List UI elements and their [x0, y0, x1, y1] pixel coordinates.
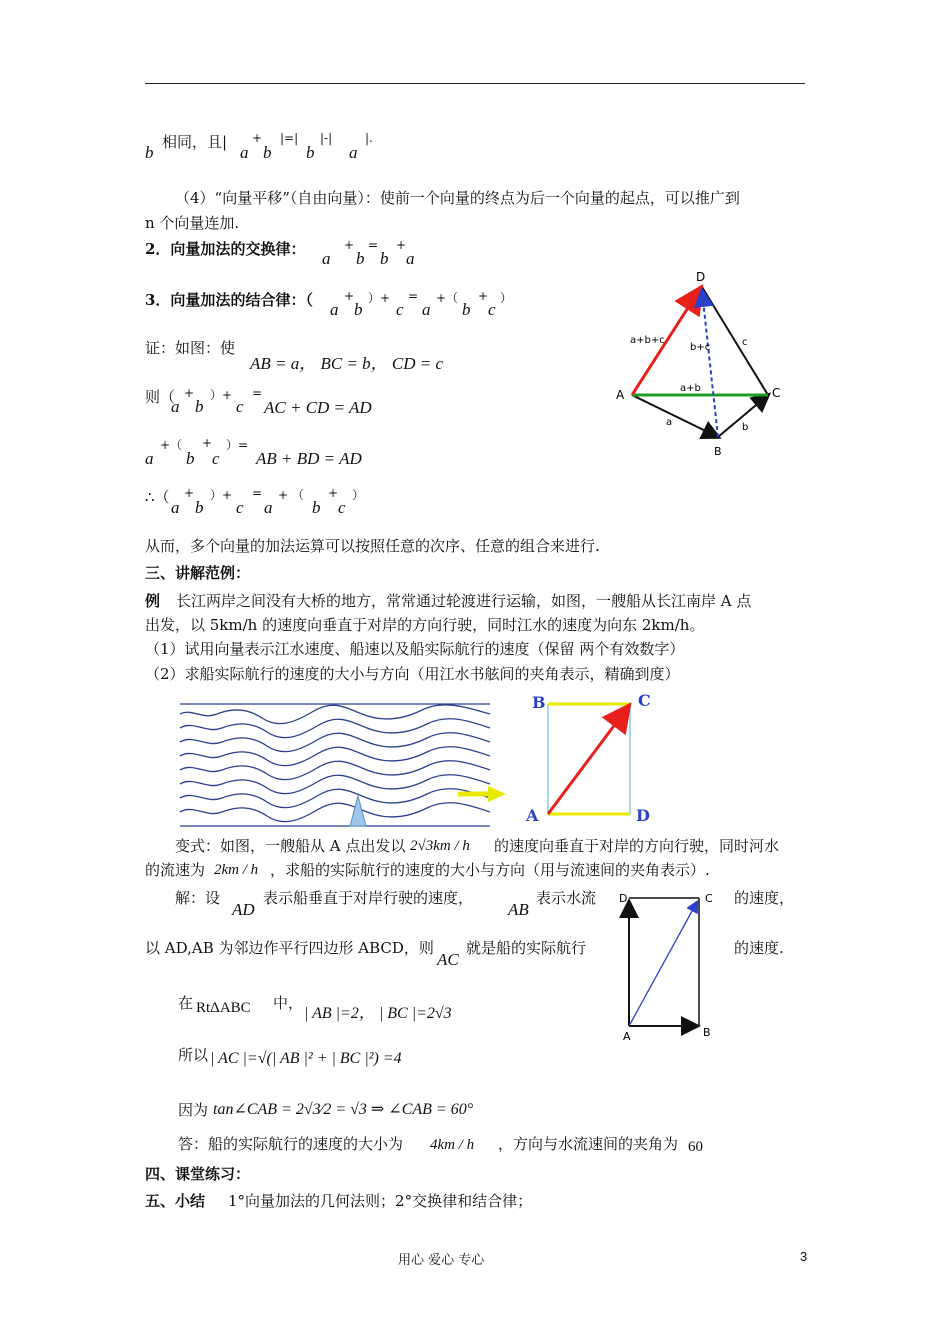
conclusion: 从而，多个向量的加法运算可以按照任意的次序、任意的组合来进行. [145, 537, 600, 555]
variant-line1b: 的速度向垂直于对岸的方向行驶，同时河水 [494, 837, 780, 855]
figure-rectangle [520, 688, 660, 828]
label-a-b-c: a+b+c [630, 335, 665, 346]
paren-plus: ）+ [210, 388, 233, 402]
vec-b: b [380, 249, 389, 268]
solution-f: 就是船的实际航行 [466, 939, 587, 957]
vec-c: c [488, 300, 496, 319]
vec-b: b [306, 143, 315, 162]
vec-a: a [330, 300, 339, 319]
vec-b: b [312, 498, 321, 517]
label-a: a [666, 417, 673, 428]
example-line2: 出发，以 5km/h 的速度向垂直于对岸的方向行驶，同时江水的速度为向东 2km/h。 [145, 616, 705, 634]
variant-line2a: 的流速为 [145, 861, 206, 879]
in-label: 在 [178, 994, 194, 1012]
label-D: D [619, 892, 628, 905]
eq-ac-cd: AC + CD = AD [264, 398, 372, 417]
flow-speed: 2km / h [214, 862, 259, 878]
in-mid: 中， [273, 994, 304, 1012]
section-5-heading: 五、小结 [145, 1192, 206, 1210]
vec-a: a [171, 397, 180, 416]
figure-parallelogram-abcd [615, 888, 725, 1043]
label-a-b: a+b [680, 383, 701, 394]
example-line1: 长江两岸之间没有大桥的地方，常常通过轮渡进行运输，如图，一艘船从长江南岸 A 点 [176, 592, 752, 610]
vec-AD: AD [232, 900, 255, 919]
label-c: c [742, 337, 748, 348]
vec-b: b [356, 249, 365, 268]
plus: + [328, 486, 339, 500]
solution-b: 表示船垂直于对岸行驶的速度， [263, 889, 474, 907]
answer-a: 答：船的实际航行的速度的大小为 [178, 1135, 404, 1153]
paren-plus: ）+ [210, 488, 233, 502]
vec-c: c [338, 498, 346, 517]
proof-intro: 证：如图：使 [145, 339, 236, 357]
vector-b-plus-c [702, 291, 718, 437]
plus: + [344, 238, 355, 252]
heading-commutative: 2．向量加法的交换律： [145, 240, 306, 258]
plus: + [344, 289, 355, 303]
ab-bc-values: | AB |=2， | BC |=2√3 [304, 1005, 452, 1022]
vec-c: c [236, 498, 244, 517]
eq-abs: |=| [280, 131, 299, 145]
para-4-line2: n 个向量连加. [145, 214, 240, 232]
vec-c: c [212, 449, 220, 468]
label-A: A [623, 1030, 631, 1043]
plus: + [252, 131, 263, 145]
so-label: 所以 [178, 1046, 209, 1064]
vec-b: b [145, 143, 154, 162]
water-flow-arrowhead [488, 786, 506, 802]
question-2: （2）求船实际航行的速度的大小与方向（用江水书舷间的夹角表示，精确到度） [145, 665, 680, 683]
solution-e: 以 AD,AB 为邻边作平行四边形 ABCD，则 [145, 939, 434, 957]
eq-ab-bd: AB + BD = AD [256, 449, 362, 468]
paren-plus: ）+ [368, 291, 391, 305]
plus: + [396, 238, 407, 252]
equals: = [368, 238, 379, 252]
solution-c: 表示水流 [536, 889, 597, 907]
label-B: B [714, 445, 722, 458]
answer-speed: 4km / h [430, 1137, 475, 1153]
close-paren: ） [352, 488, 365, 502]
footer-text: 用心 爱心 专心 [398, 1253, 485, 1268]
question-1: （1）试用向量表示江水速度、船速以及船实际航行的速度（保留 两个有效数字） [145, 640, 685, 658]
plus: + [202, 436, 213, 450]
therefore: ∴（ [145, 488, 170, 506]
vec-a: a [240, 143, 249, 162]
paren-eq: ）= [226, 438, 249, 452]
vec-c: c [236, 397, 244, 416]
variant-line2b: ，求船的实际航行的速度的大小与方向（用与流速间的夹角表示）. [270, 861, 710, 879]
vec-b: b [195, 498, 204, 517]
vec-b: b [354, 300, 363, 319]
plus-paren: +（ [436, 291, 459, 305]
ac-magnitude: | AC |=√(| AB |² + | BC |²) =4 [210, 1050, 402, 1067]
plus-paren: +（ [160, 438, 183, 452]
equals: = [252, 386, 263, 400]
minus-abs: |-| [320, 131, 333, 145]
page-number: 3 [800, 1249, 808, 1264]
vec-a: a [145, 449, 154, 468]
heading-associative: 3．向量加法的结合律：（ [145, 291, 313, 309]
then: 则（ [145, 388, 176, 406]
vector-AC [629, 902, 697, 1026]
vec-a: a [422, 300, 431, 319]
vec-a: a [406, 249, 415, 268]
label-C: C [772, 386, 781, 400]
label-A: A [526, 806, 539, 825]
summary: 1°向量加法的几何法则；2°交换律和结合律； [228, 1192, 533, 1210]
proof-eq: AB = a， BC = b， CD = c [250, 354, 444, 373]
solution-d: 的速度， [734, 889, 795, 907]
section-4-heading: 四、课堂练习： [145, 1165, 251, 1183]
section-3-heading: 三、讲解范例： [145, 564, 251, 582]
answer-angle: 60 [688, 1139, 703, 1155]
answer-b: ，方向与水流速间的夹角为 [498, 1135, 679, 1153]
label-B: B [532, 693, 546, 712]
vec-b: b [195, 397, 204, 416]
close-paren: ） [500, 291, 513, 305]
solution-a: 解：设 [175, 889, 221, 907]
plus: + [184, 386, 195, 400]
vec-a: a [322, 249, 331, 268]
label-D: D [696, 270, 706, 284]
label-B: B [703, 1026, 711, 1039]
vec-a: a [171, 498, 180, 517]
label-D: D [636, 806, 650, 825]
vec-b: b [462, 300, 471, 319]
plus-paren: + （ [278, 488, 304, 502]
vec-a: a [264, 498, 273, 517]
text-same: 相同，且| [162, 133, 228, 151]
para-4-line1: （4）“向量平移”（自由向量）：使前一个向量的终点为后一个向量的起点，可以推广到 [175, 189, 740, 207]
example-label: 例 [145, 592, 161, 610]
vector-a [632, 395, 718, 437]
tan-equation: tan∠CAB = 2√3⁄2 = √3 ⇒ ∠CAB = 60° [213, 1101, 474, 1118]
header-rule [145, 83, 805, 84]
vec-AC: AC [437, 950, 459, 969]
plus: + [184, 486, 195, 500]
plus: + [478, 289, 489, 303]
because-label: 因为 [178, 1101, 209, 1119]
label-C: C [638, 691, 651, 710]
vec-a: a [349, 143, 358, 162]
label-C: C [705, 892, 713, 905]
variant-line1a: 变式：如图，一艘船从 A 点出发以 [175, 837, 406, 855]
vec-b: b [263, 143, 272, 162]
vec-c: c [396, 300, 404, 319]
label-b: b [742, 422, 749, 433]
resultant-velocity-arrow [548, 707, 628, 814]
equals: = [252, 486, 263, 500]
label-A: A [616, 388, 625, 402]
rt-triangle: RtΔABC [196, 1000, 251, 1016]
close-abs: |. [365, 131, 373, 145]
figure-river [172, 698, 512, 833]
label-b-c: b+c [690, 342, 711, 353]
solution-g: 的速度. [734, 939, 784, 957]
figure-associative [610, 265, 810, 465]
vec-b: b [186, 449, 195, 468]
vec-AB: AB [508, 900, 529, 919]
equals: = [408, 289, 419, 303]
speed-2sqrt3: 2√3km / h [410, 838, 470, 854]
